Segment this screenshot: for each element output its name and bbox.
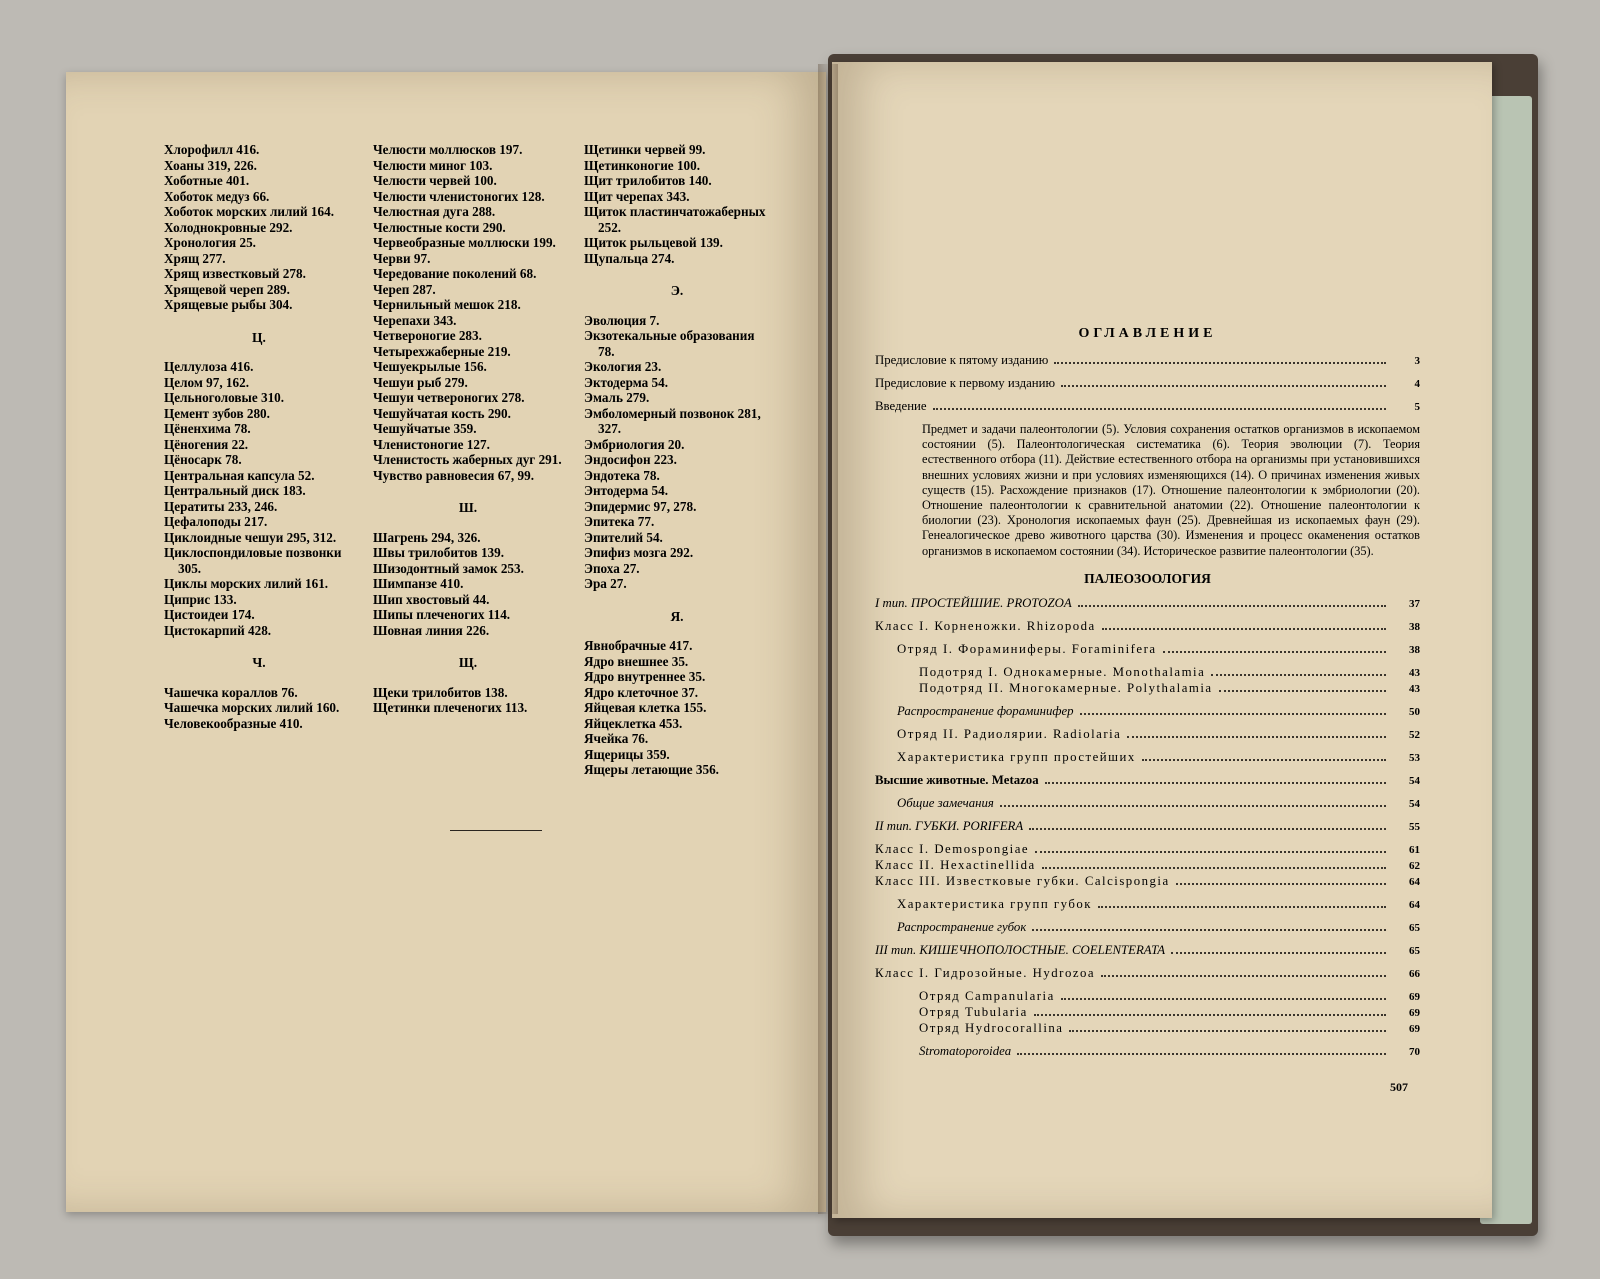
index-entry: Цефалоподы 217.	[164, 514, 268, 529]
toc-label: I тип. ПРОСТЕЙШИЕ. PROTOZOA	[875, 595, 1072, 610]
toc-entry	[875, 943, 1420, 959]
index-entry: Четвероногие 283.	[373, 328, 482, 343]
index-entry: Чашечка морских лилий 160.	[164, 700, 340, 715]
end-rule	[450, 830, 542, 831]
index-entry: Чернильный мешок 218.	[373, 297, 521, 312]
toc-label: Отряд I. Фораминиферы. Foraminifera	[897, 641, 1157, 656]
index-entry: Эпитека 77.	[584, 514, 655, 529]
toc-label: Класс I. Корненожки. Rhizopoda	[875, 618, 1096, 633]
toc-entry	[875, 704, 1420, 720]
index-entry: Эпидермис 97, 278.	[584, 498, 697, 514]
index-letter-heading: Э.	[670, 283, 684, 298]
index-entry: Щетинки червей 99.	[584, 142, 706, 157]
intro-summary: Предмет и задачи палеонтологии (5). Условия сохранения остатков организмов в ископаемом состоянии (5). Палеонтологическая систематика (6). Теория эволюции (7). Теория естественного отбора (11). Действие естественного отбора на организмы при установившихся внешних условиях жизни и при условиях изменяющихся (14). О причинах изменения живых существ (15). Расхождение признаков (17). Отношение палеонтологии к эмбриологии (20). Отношение палеонтологии к сравнительной анатомии (22). Отношение палеонтологии к биологии (23). Хронология ископаемых фаун (25). Древнейшая из ископаемых фаун (29). Генеалогическое древо животного царства (30). Изменения и процесс окаменения остатков организмов в ископаемом состоянии (34). Историческое развитие палеонтологии (35).	[922, 422, 1420, 558]
toc-front-matter	[875, 353, 1420, 415]
toc-leader-dots	[1045, 782, 1386, 784]
toc-leader-dots	[1034, 1014, 1386, 1016]
toc-leader-dots	[1163, 651, 1386, 653]
index-entry: Чешуи рыб 279.	[373, 374, 468, 390]
index-entry: Эктодерма 54.	[584, 374, 668, 390]
toc-entry	[875, 727, 1420, 743]
index-entry: Челюсти моллюсков 197.	[373, 142, 523, 157]
toc-label: Отряд II. Радиолярии. Radiolaria	[897, 726, 1122, 741]
toc-label: Распространение фораминифер	[897, 703, 1074, 718]
index-entry: Цёносарк 78.	[164, 452, 242, 467]
index-entry: Щит черепах 343.	[584, 188, 690, 204]
index-entry: Центральная капсула 52.	[164, 467, 315, 483]
toc-leader-dots	[1069, 1030, 1386, 1032]
index-column-3	[584, 142, 770, 778]
toc-leader-dots	[1032, 929, 1386, 931]
toc-label: Характеристика групп губок	[897, 896, 1092, 911]
toc-label: Класс I. Гидрозойные. Hydrozoa	[875, 965, 1096, 980]
toc-title: ОГЛАВЛЕНИЕ	[1078, 326, 1217, 341]
index-entry: Энтодерма 54.	[584, 483, 668, 498]
index-entry: Яйцевая клетка 155.	[584, 700, 707, 715]
toc-label: Отряд Hydrocorallina	[919, 1020, 1064, 1035]
index-entry: Черепахи 343.	[373, 312, 457, 328]
toc-page-number: 65	[1409, 921, 1420, 934]
index-entry: Цистокарпий 428.	[164, 622, 272, 638]
toc-label: Подотряд II. Многокамерные. Polythalamia	[919, 680, 1213, 695]
toc-leader-dots	[1211, 674, 1386, 676]
index-letter-heading: Ц.	[252, 329, 266, 345]
index-entry: Циклоспондиловые позвонки 305.	[164, 545, 342, 576]
toc-label: Предисловие к первому изданию	[875, 376, 1056, 390]
index-entry: Центральный диск 183.	[164, 483, 306, 498]
index-entry: Цельноголовые 310.	[164, 390, 285, 405]
toc-leader-dots	[1035, 851, 1386, 853]
toc-leader-dots	[933, 408, 1386, 410]
index-entry: Хронология 25.	[164, 235, 256, 250]
toc-leader-dots	[1061, 998, 1386, 1000]
toc-label: Stromatoporoidea	[919, 1043, 1012, 1058]
index-entry: Хоаны 319, 226.	[164, 157, 257, 173]
index-entry: Швы трилобитов 139.	[373, 545, 505, 560]
index-letter-heading: Щ.	[458, 655, 478, 670]
toc-page-number: 61	[1409, 843, 1420, 856]
index-entry: Ящеры летающие 356.	[584, 762, 719, 777]
toc-label: Класс I. Demospongiae	[875, 841, 1030, 856]
index-entry: Человекообразные 410.	[164, 715, 303, 731]
index-letter-heading: Ш.	[458, 500, 478, 515]
toc-page-number: 43	[1409, 666, 1420, 679]
index-entry: Экология 23.	[584, 359, 662, 374]
toc-entry	[875, 619, 1420, 635]
index-entry: Щупальца 274.	[584, 250, 675, 266]
index-entry: Щетинконогие 100.	[584, 157, 701, 173]
index-entry: Червеобразные моллюски 199.	[373, 235, 556, 250]
toc-leader-dots	[1061, 385, 1386, 387]
toc-page-number: 54	[1409, 797, 1420, 810]
index-entry: Циклы морских лилий 161.	[164, 576, 329, 591]
index-entry: Чешуи четвероногих 278.	[373, 390, 525, 405]
index-entry: Цёненхима 78.	[164, 421, 251, 436]
toc-entry	[875, 1044, 1420, 1060]
index-entry: Цёногения 22.	[164, 436, 249, 452]
toc-leader-dots	[1219, 690, 1386, 692]
toc-entry	[875, 773, 1420, 789]
index-entry: Чувство равновесия 67, 99.	[373, 467, 535, 483]
toc-label: Высшие животные. Metazoa	[875, 772, 1039, 787]
toc-label: Общие замечания	[897, 795, 994, 810]
toc-page-number: 69	[1409, 990, 1420, 1003]
index-entry: Хоботные 401.	[164, 173, 250, 188]
toc-page-number: 55	[1409, 820, 1420, 833]
toc-label: Класс II. Hexactinellida	[875, 857, 1036, 872]
book-gutter	[818, 64, 838, 1214]
index-entry: Ядро внутреннее 35.	[584, 669, 706, 684]
toc-page-number: 43	[1409, 682, 1420, 695]
index-letter-heading: Я.	[670, 608, 684, 624]
index-entry: Щеки трилобитов 138.	[373, 684, 508, 700]
index-entry: Хоботок медуз 66.	[164, 188, 270, 204]
index-entry: Экзотекальные образования 78.	[584, 328, 755, 359]
toc-entry	[875, 596, 1420, 612]
index-entry: Шипы плеченогих 114.	[373, 607, 511, 622]
toc-page-number: 62	[1409, 859, 1420, 872]
index-entry: Шовная линия 226.	[373, 622, 490, 638]
index-entry: Цистоидеи 174.	[164, 607, 255, 622]
index-entry: Чешуйчатые 359.	[373, 421, 477, 436]
index-entry: Членистоногие 127.	[373, 436, 490, 452]
index-entry: Щиток рыльцевой 139.	[584, 235, 723, 250]
toc-leader-dots	[1078, 605, 1386, 607]
index-column-1	[164, 142, 354, 731]
toc-leader-dots	[1017, 1053, 1386, 1055]
index-entry: Челюсти членистоногих 128.	[373, 188, 545, 204]
toc-page-number: 52	[1409, 728, 1420, 741]
index-entry: Хоботок морских лилий 164.	[164, 204, 334, 219]
toc-leader-dots	[1102, 628, 1386, 630]
index-entry: Чешуйчатая кость 290.	[373, 405, 511, 421]
index-entry: Эндотека 78.	[584, 467, 660, 483]
toc-page-number: 64	[1409, 875, 1420, 888]
toc-front-entry	[875, 399, 1420, 415]
toc-leader-dots	[1127, 736, 1386, 738]
toc-entry	[875, 858, 1420, 874]
toc-page-number: 3	[1414, 355, 1420, 367]
index-entry: Чередование поколений 68.	[373, 266, 537, 281]
index-entry: Чешуекрылые 156.	[373, 359, 487, 374]
index-entry: Циклоидные чешуи 295, 312.	[164, 529, 337, 545]
index-entry: Эмболомерный позвонок 281, 327.	[584, 405, 761, 436]
index-entry: Хрящевые рыбы 304.	[164, 297, 293, 312]
toc-entry	[875, 796, 1420, 812]
toc-leader-dots	[1142, 759, 1386, 761]
index-entry: Щетинки плеченогих 113.	[373, 700, 528, 715]
index-entry: Целом 97, 162.	[164, 374, 249, 390]
toc-entry	[875, 642, 1420, 658]
index-entry: Явнобрачные 417.	[584, 638, 693, 653]
toc-label: Подотряд I. Однокамерные. Monothalamia	[919, 664, 1206, 679]
toc-entry	[875, 665, 1420, 681]
toc-page-number: 4	[1414, 378, 1420, 390]
index-entry: Цератиты 233, 246.	[164, 498, 278, 514]
toc-page-number: 66	[1409, 967, 1420, 980]
toc-leader-dots	[1171, 952, 1386, 954]
toc-front-entry	[875, 376, 1420, 392]
toc-page-number: 69	[1409, 1022, 1420, 1035]
toc-leader-dots	[1042, 867, 1386, 869]
toc-entry	[875, 681, 1420, 697]
index-entry: Ящерицы 359.	[584, 746, 670, 762]
toc-leader-dots	[1080, 713, 1386, 715]
toc-entry	[875, 897, 1420, 913]
index-entry: Челюсти миног 103.	[373, 157, 493, 173]
index-entry: Четырехжаберные 219.	[373, 343, 511, 359]
index-entry: Щит трилобитов 140.	[584, 173, 712, 188]
toc-label: Отряд Tubularia	[919, 1004, 1028, 1019]
index-entry: Хрящевой череп 289.	[164, 281, 290, 297]
toc-page-number: 64	[1409, 898, 1420, 911]
toc-entry	[875, 874, 1420, 890]
index-entry: Яйцеклетка 453.	[584, 715, 683, 731]
toc-page-number: 65	[1409, 944, 1420, 957]
toc-leader-dots	[1000, 805, 1386, 807]
toc-page-number: 37	[1409, 597, 1420, 610]
toc-page-number: 50	[1409, 705, 1420, 718]
toc-leader-dots	[1054, 362, 1386, 364]
index-entry: Челюсти червей 100.	[373, 173, 497, 188]
toc-page-number: 53	[1409, 751, 1420, 764]
index-entry: Ячейка 76.	[584, 731, 649, 746]
index-entry: Ядро клеточное 37.	[584, 684, 699, 700]
index-entry: Шимпанзе 410.	[373, 576, 464, 591]
index-entry: Шип хвостовый 44.	[373, 591, 490, 607]
index-entry: Хлорофилл 416.	[164, 142, 260, 157]
index-entry: Членистость жаберных дуг 291.	[373, 452, 562, 467]
toc-label: Предисловие к пятому изданию	[875, 353, 1049, 367]
index-entry: Ядро внешнее 35.	[584, 653, 689, 669]
toc-leader-dots	[1098, 906, 1386, 908]
index-entry: Эпоха 27.	[584, 560, 640, 576]
index-entry: Эндосифон 223.	[584, 452, 677, 467]
index-entry: Цемент зубов 280.	[164, 405, 270, 421]
index-entry: Эмаль 279.	[584, 390, 650, 405]
toc-page-number: 38	[1409, 643, 1420, 656]
toc-label: Отряд Campanularia	[919, 988, 1055, 1003]
index-letter-heading: Ч.	[252, 655, 266, 670]
toc-entry	[875, 819, 1420, 835]
toc-front-entry	[875, 353, 1420, 369]
index-entry: Хрящ известковый 278.	[164, 266, 306, 281]
toc-entry	[875, 1005, 1420, 1021]
index-entry: Челюстные кости 290.	[373, 219, 506, 235]
index-entry: Челюстная дуга 288.	[373, 204, 496, 219]
toc-label: II тип. ГУБКИ. PORIFERA	[875, 818, 1024, 833]
index-entry: Хрящ 277.	[164, 250, 226, 266]
index-entry: Черви 97.	[373, 250, 431, 266]
index-entry: Щиток пластинчатожаберных 252.	[584, 204, 766, 235]
toc-leader-dots	[1176, 883, 1386, 885]
toc-entry	[875, 750, 1420, 766]
toc-page-number: 54	[1409, 774, 1420, 787]
toc-entries	[875, 596, 1420, 1060]
toc-page-number: 5	[1414, 401, 1420, 413]
toc-entry	[875, 1021, 1420, 1037]
toc-label: Характеристика групп простейших	[897, 749, 1136, 764]
index-entry: Целлулоза 416.	[164, 359, 254, 374]
toc-leader-dots	[1101, 975, 1386, 977]
index-entry: Эпифиз мозга 292.	[584, 545, 694, 560]
index-entry: Эволюция 7.	[584, 312, 660, 328]
toc-label: Распространение губок	[897, 919, 1027, 934]
index-entry: Шагрень 294, 326.	[373, 529, 481, 545]
table-of-contents	[875, 326, 1420, 1067]
toc-page-number: 70	[1409, 1045, 1420, 1058]
toc-page-number: 69	[1409, 1006, 1420, 1019]
section-heading: ПАЛЕОЗООЛОГИЯ	[1084, 570, 1211, 586]
index-entry: Череп 287.	[373, 281, 436, 297]
toc-label: Класс III. Известковые губки. Calcispongia	[875, 873, 1170, 888]
index-entry: Циприс 133.	[164, 591, 237, 607]
index-entry: Шизодонтный замок 253.	[373, 560, 524, 576]
index-entry: Чашечка кораллов 76.	[164, 684, 298, 700]
toc-label: III тип. КИШЕЧНОПОЛОСТНЫЕ. COELENTERATA	[875, 942, 1166, 957]
toc-entry	[875, 920, 1420, 936]
toc-label: Введение	[875, 399, 927, 413]
index-entry: Холоднокровные 292.	[164, 219, 293, 235]
page-number: 507	[1390, 1080, 1408, 1094]
toc-entry	[875, 989, 1420, 1005]
toc-page-number: 38	[1409, 620, 1420, 633]
index-column-2	[373, 142, 563, 716]
index-entry: Эмбриология 20.	[584, 436, 685, 452]
index-entry: Эра 27.	[584, 576, 627, 591]
index-entry: Эпителий 54.	[584, 529, 663, 545]
toc-leader-dots	[1029, 828, 1386, 830]
toc-entry	[875, 966, 1420, 982]
toc-entry	[875, 842, 1420, 858]
